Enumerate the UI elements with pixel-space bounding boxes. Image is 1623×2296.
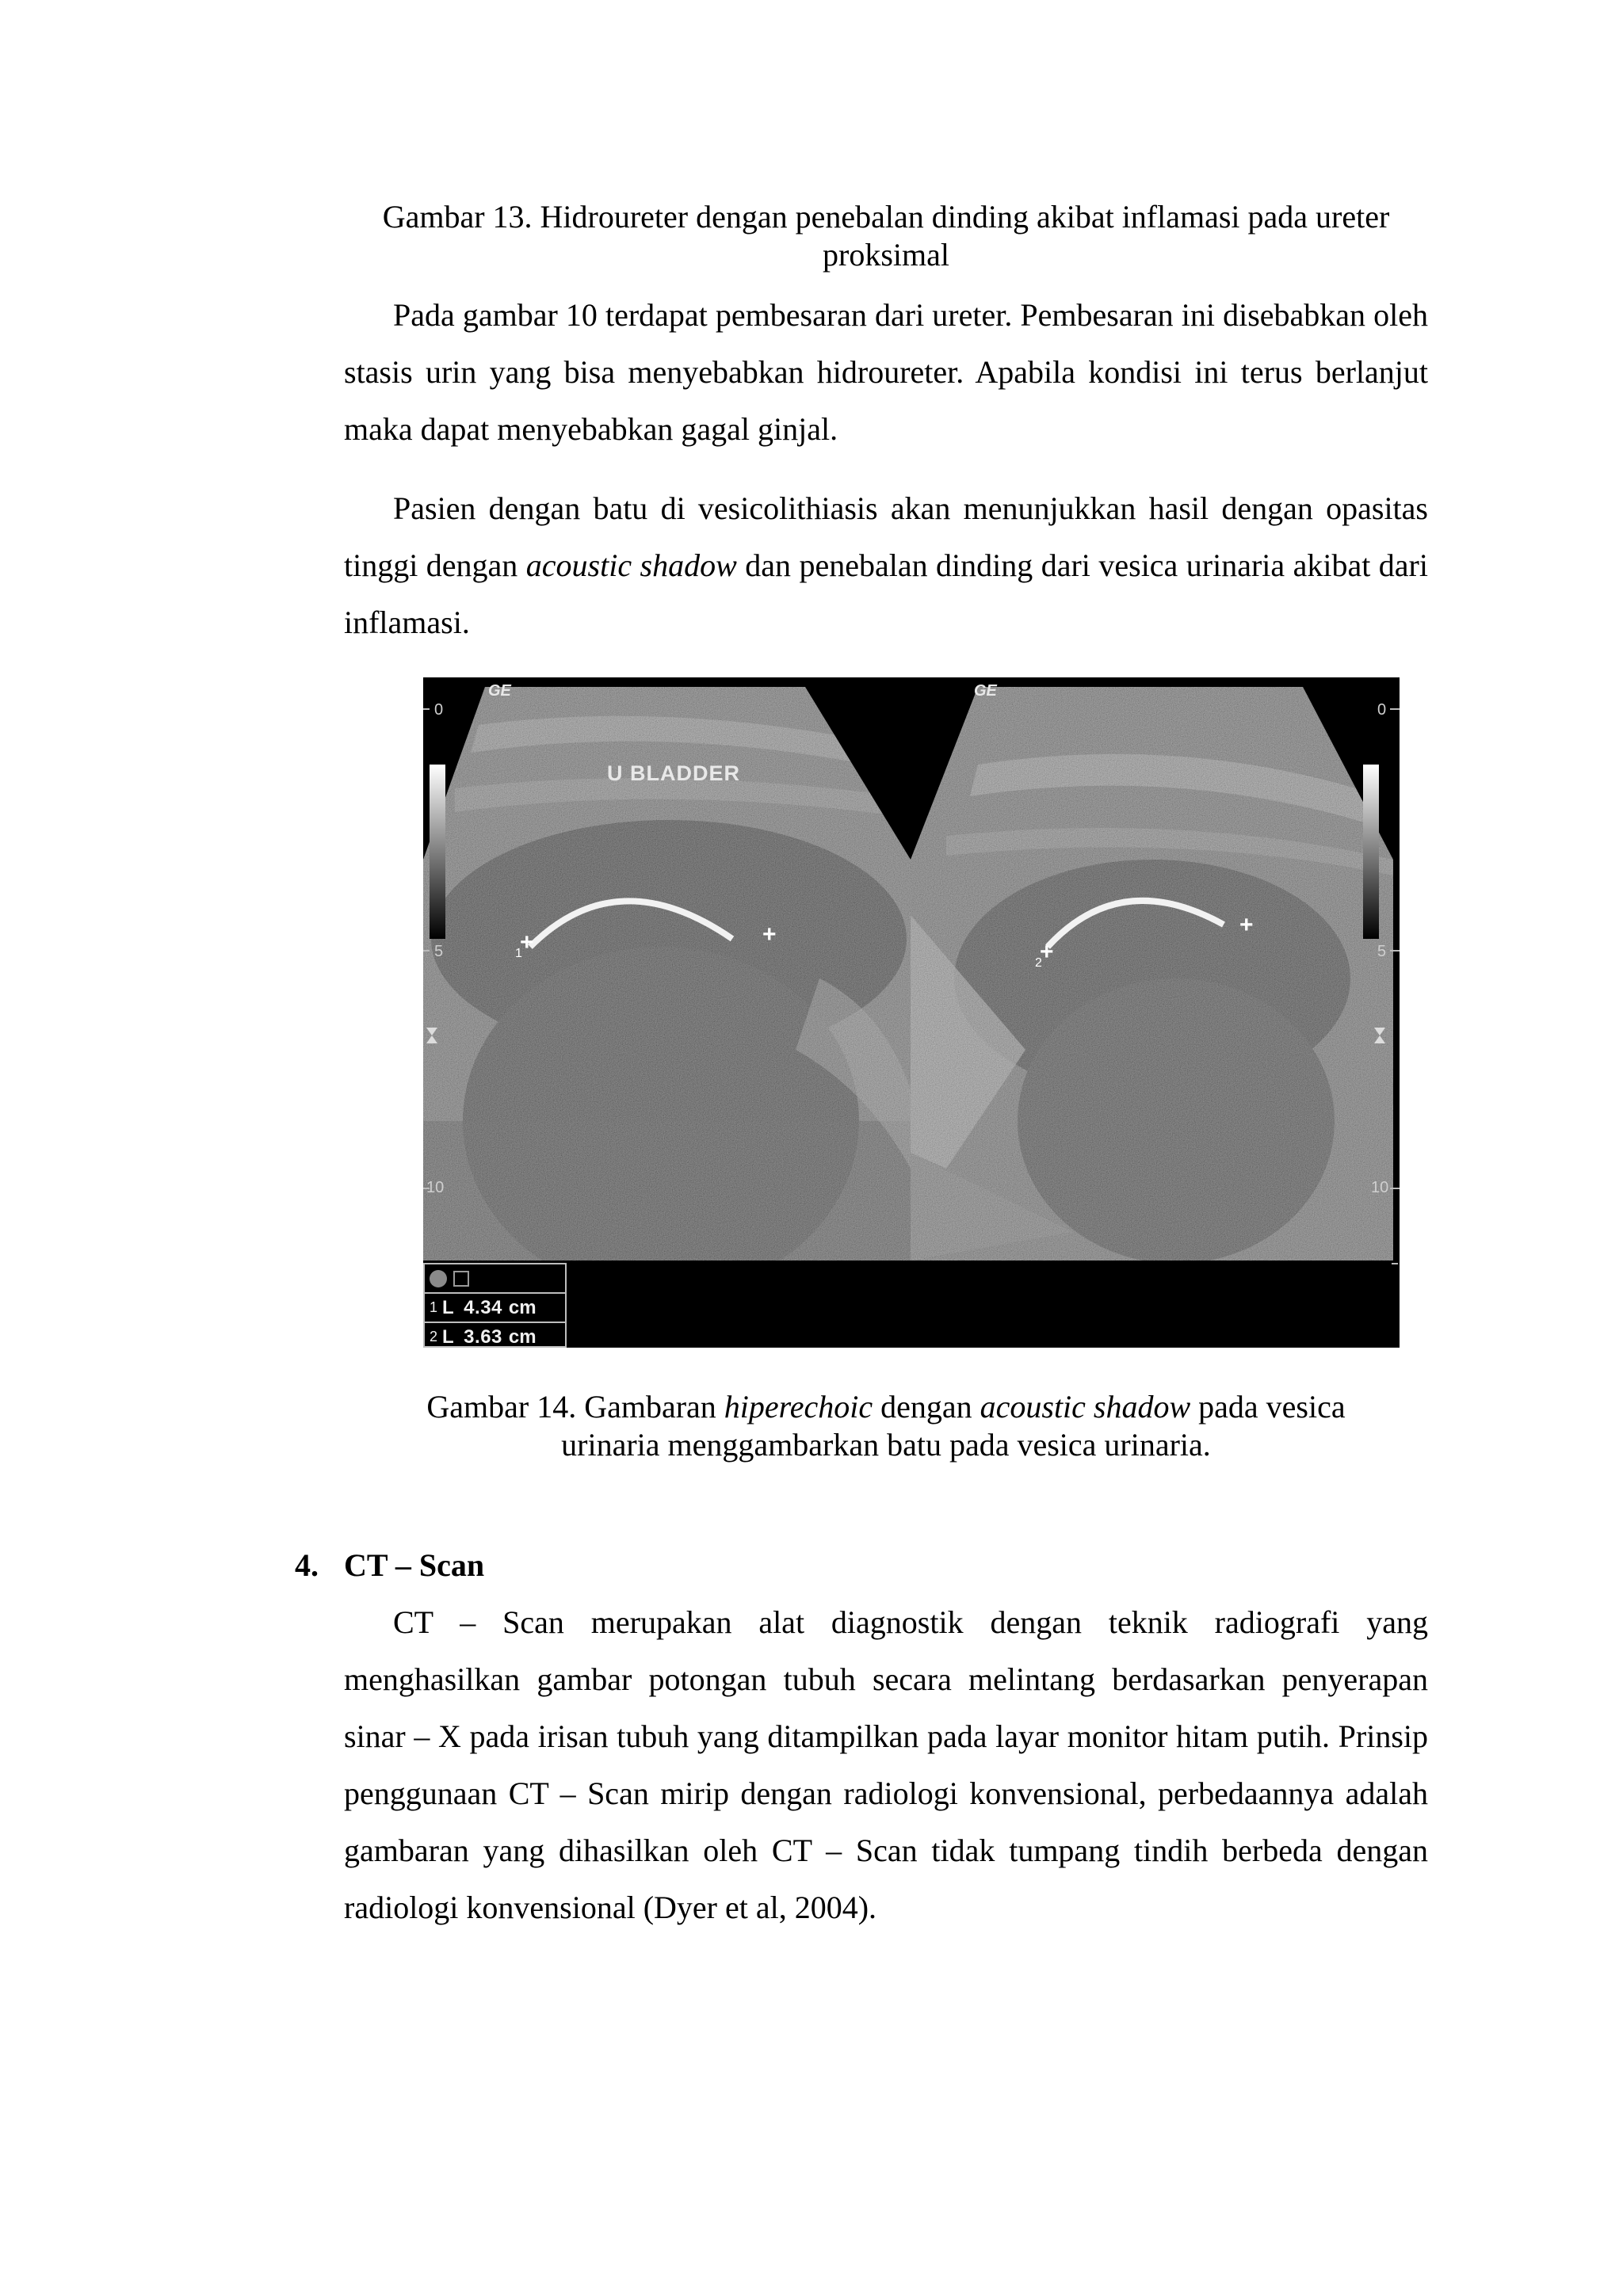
paragraph-hidroureter [344,287,1428,458]
measurement-value: 3.63 [464,1325,502,1348]
depth-label-right-0: 0 [1377,701,1387,719]
caliper-mode-icon [453,1271,469,1287]
caliper-left-start-number: 1 [515,947,522,960]
measurement-type: L [442,1296,455,1318]
figure-14-caption [344,1388,1428,1464]
caption-text: Gambar 14. Gambaran [426,1389,724,1425]
caption-text: dengan [873,1389,980,1425]
caliper-right-end: + [1239,912,1254,938]
caliper-right-start-number: 2 [1035,956,1042,970]
ultrasound-right-panel [899,677,1400,1264]
measurement-value: 4.34 [464,1296,502,1318]
acoustic-shadow-term: acoustic shadow [980,1389,1191,1425]
figure-14-caption-line2: urinaria menggambarkan batu pada vesica urinaria. [561,1427,1211,1463]
figure-13-caption-line2: proksimal [823,237,949,273]
figure-13-caption [344,198,1428,274]
figure-13-caption-line1: Gambar 13. Hidroureter dengan penebalan dinding akibat inflamasi pada ureter [382,199,1390,235]
measurement-row [425,1292,565,1322]
measurement-row [425,1322,565,1348]
paragraph-hidroureter-text: Pada gambar 10 terdapat pembesaran dari ureter. Pembesaran ini disebabkan oleh stasis urin yang bisa menyebabkan hidroureter. Apabila kondisi ini terus berlanjut maka dapat menyebabkan gagal ginjal. [344,297,1428,447]
hiperechoic-term: hiperechoic [724,1389,873,1425]
caption-text: pada vesica [1190,1389,1346,1425]
paragraph-ct-scan [344,1594,1428,1936]
section-heading [295,1543,484,1588]
grayscale-bar-right [1363,765,1379,939]
record-dot-icon [430,1270,447,1287]
measurement-box [423,1263,567,1348]
caliper-left-end: + [762,921,777,948]
figure-14-caption-line1 [344,1388,1428,1426]
section-number: 4. [295,1547,319,1583]
paragraph-ct-scan-text: CT – Scan merupakan alat diagnostik dengan teknik radiografi yang menghasilkan gambar potongan tubuh secara melintang berdasarkan penyerapan sinar – X pada irisan tubuh yang ditampilkan pada layar monitor hitam putih. Prinsip penggunaan CT – Scan mirip dengan radiologi konvensional, perbedaannya adalah gambaran yang dihasilkan oleh CT – Scan tidak tumpang tindih berbeda dengan radiologi konvensional (Dyer et al, 2004). [344,1604,1428,1925]
ultrasound-scan-graphic [423,677,1400,1348]
paragraph-vesicolithiasis-part2: dan penebalan dinding dari vesica urinaria akibat dari inflamasi. [344,547,1428,640]
measurement-index: 1 [429,1299,437,1315]
ge-logo-right: GE [974,682,997,700]
paragraph-vesicolithiasis-part1: Pasien dengan batu di vesicolithiasis akan menunjukkan hasil dengan opasitas tinggi dengan [344,490,1428,583]
paragraph-vesicolithiasis [344,480,1428,651]
caliper-left-start: + [520,929,534,955]
depth-label-right-10: 10 [1371,1179,1389,1196]
ge-logo-left: GE [488,682,511,700]
depth-label-right-5: 5 [1377,943,1387,960]
measurement-header [425,1264,565,1292]
ultrasound-image [423,677,1400,1348]
organ-label: U BLADDER [607,761,740,785]
measurement-unit: cm [508,1296,537,1318]
caliper-right-start: + [1040,939,1054,965]
depth-label-left-10: 10 [426,1179,445,1196]
section-title: CT – Scan [344,1547,485,1583]
measurement-type: L [442,1325,455,1348]
grayscale-bar-left [430,765,445,939]
measurement-index: 2 [429,1329,437,1344]
depth-label-left-5: 5 [434,943,444,960]
depth-label-left-0: 0 [434,701,444,719]
measurement-unit: cm [508,1325,537,1348]
acoustic-shadow-term: acoustic shadow [525,547,737,583]
